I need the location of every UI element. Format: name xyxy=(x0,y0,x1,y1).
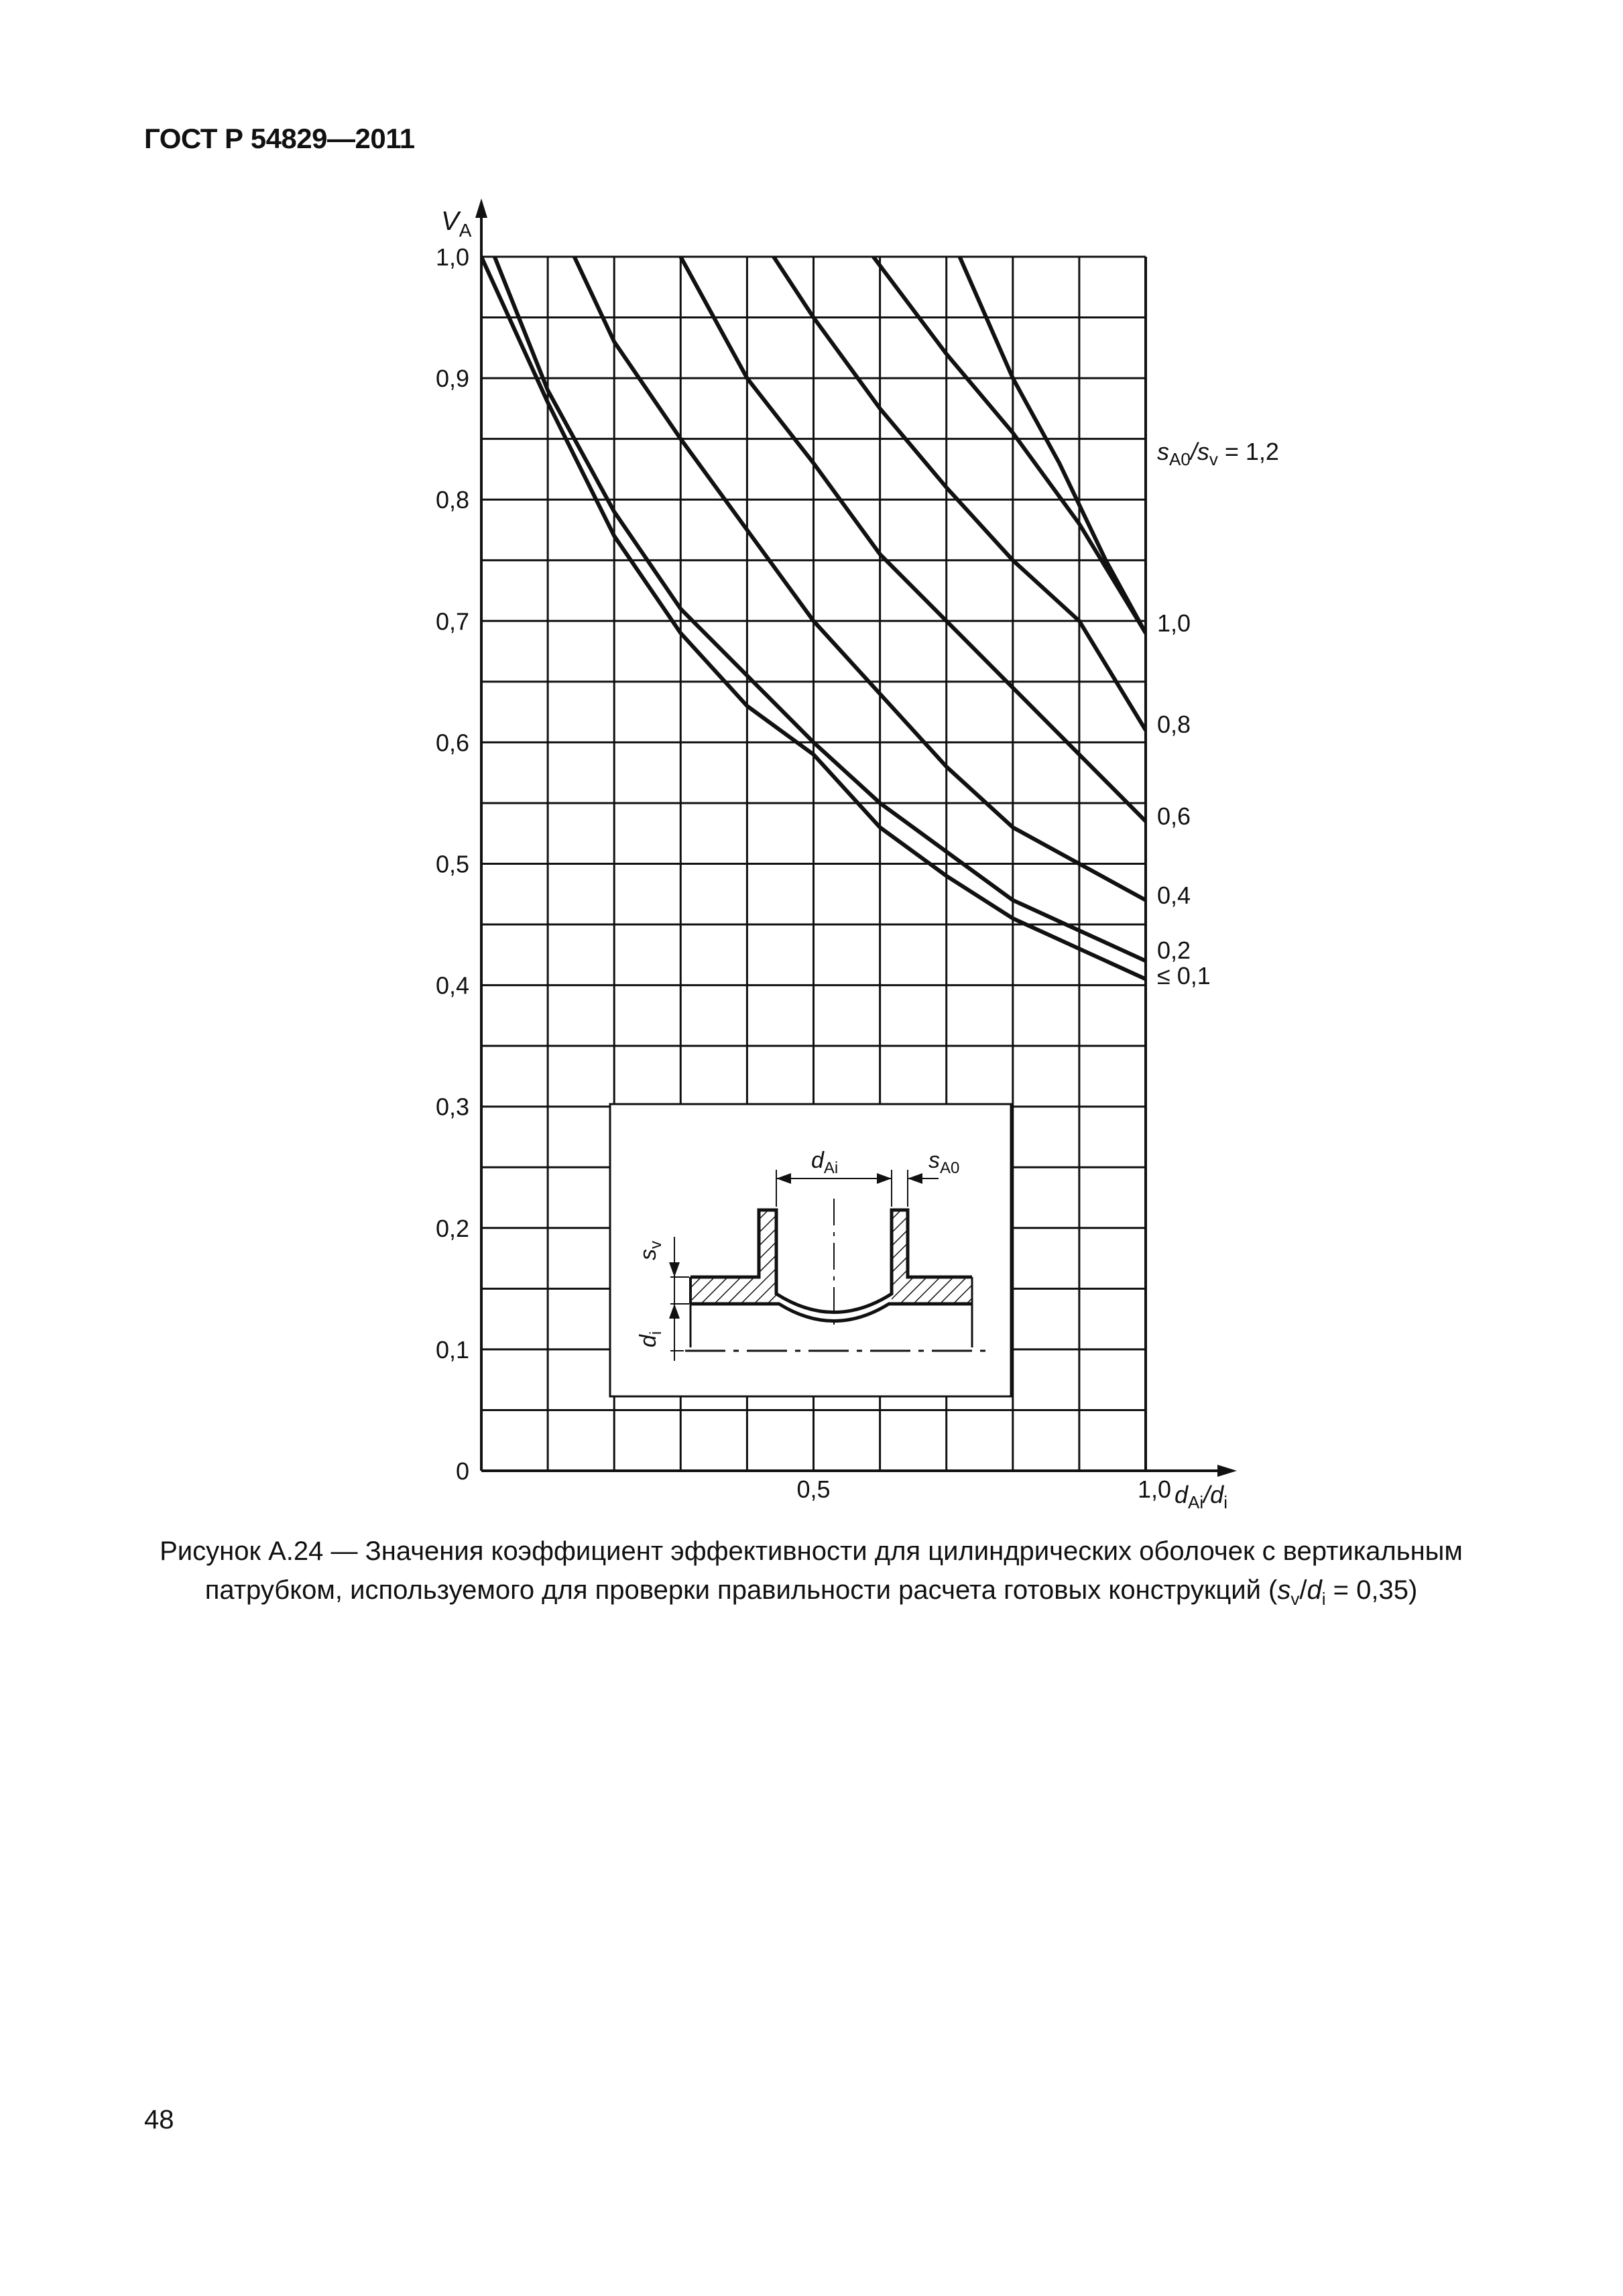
y-tick-label: 0 xyxy=(455,1457,469,1485)
series-labels xyxy=(1157,609,1211,989)
document-header: ГОСТ Р 54829—2011 xyxy=(144,123,415,154)
series-label: 0,2 xyxy=(1157,936,1191,964)
y-axis-label: $V_A$ xyxy=(441,206,472,241)
y-tick-label: 1,0 xyxy=(435,243,469,271)
y-tick-label: 0,4 xyxy=(435,971,469,1000)
figure-caption-line2: патрубком, используемого для проверки правильности расчета готовых конструкций $(s_v/d_i = 0,35)$ xyxy=(204,1575,1418,1609)
series-label: 0,8 xyxy=(1157,711,1191,738)
y-tick-label: 0,3 xyxy=(435,1093,469,1121)
y-tick-labels xyxy=(436,243,469,1485)
series-curve xyxy=(495,257,1146,961)
series-label: 0,6 xyxy=(1157,802,1191,830)
dim-d-ai: $d_{Ai}$ xyxy=(811,1148,839,1177)
nozzle-inset xyxy=(610,1104,1011,1396)
series-curve xyxy=(680,257,1146,821)
series-curve xyxy=(960,257,1146,633)
x-tick-label: 0,5 xyxy=(796,1475,831,1503)
y-tick-label: 0,1 xyxy=(435,1335,469,1364)
y-tick-label: 0,7 xyxy=(435,607,469,636)
page-number: 48 xyxy=(144,2105,174,2134)
y-tick-label: 0,8 xyxy=(435,486,469,514)
y-tick-label: 0,9 xyxy=(435,365,469,393)
dim-s-a0: $s_{A0}$ xyxy=(928,1148,960,1177)
series-label: 1,0 xyxy=(1157,609,1191,637)
x-tick-label: 1,0 xyxy=(1137,1475,1171,1503)
dim-s-v: $s_v$ xyxy=(636,1241,665,1260)
y-tick-label: 0,6 xyxy=(435,729,469,757)
y-tick-label: 0,5 xyxy=(435,850,469,878)
legend-title: $s_{A0}/s_v = 1,2$ xyxy=(1157,438,1279,469)
series-label: 0,4 xyxy=(1157,882,1191,909)
x-axis-label: $d_{Ai}/d_i$ xyxy=(1175,1481,1227,1512)
dim-d-i: $d_i$ xyxy=(636,1331,665,1347)
series-label: ≤ 0,1 xyxy=(1157,962,1211,989)
series-curve xyxy=(874,257,1146,633)
series-curve xyxy=(774,257,1146,730)
figure-caption-line1: Рисунок А.24 — Значения коэффициент эффективности для цилиндрических оболочек с вертикальным xyxy=(160,1536,1463,1566)
x-tick-labels xyxy=(796,1475,1171,1503)
y-tick-label: 0,2 xyxy=(435,1214,469,1242)
